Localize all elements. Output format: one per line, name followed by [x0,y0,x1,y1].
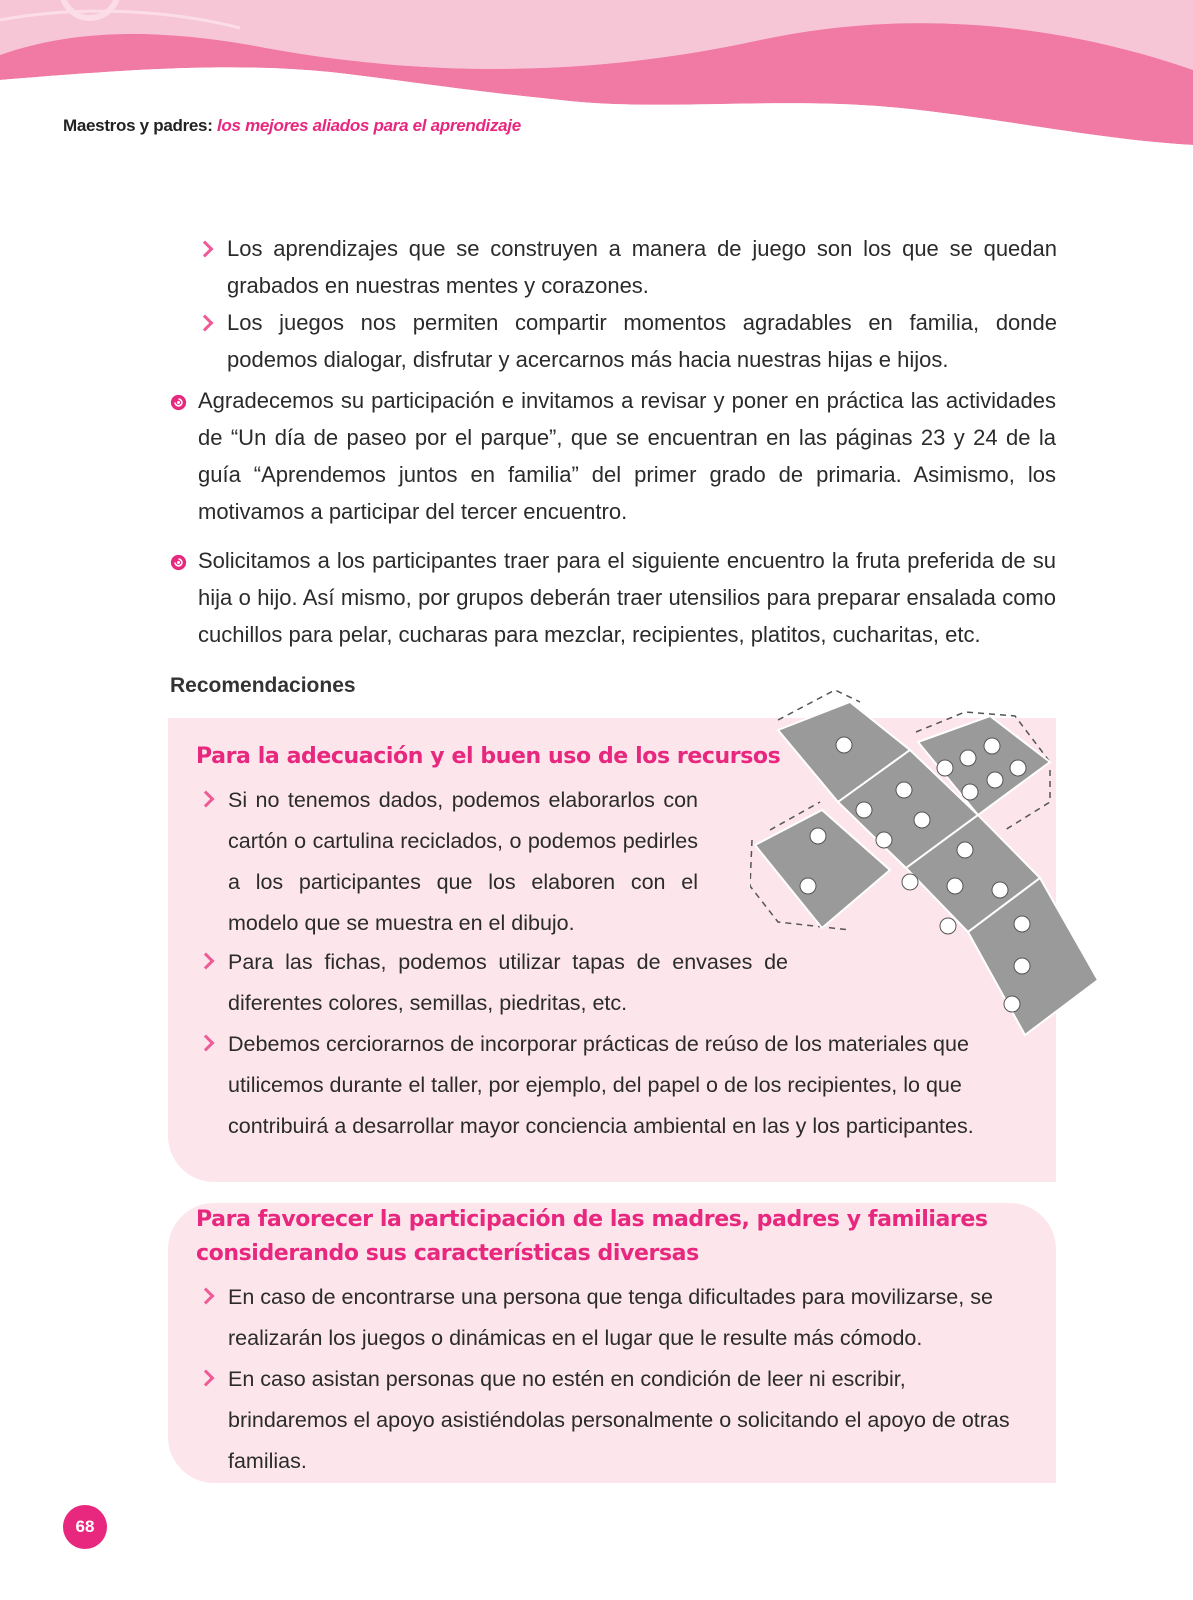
chevron-right-icon [198,1370,215,1387]
chevron-right-icon [198,1288,215,1305]
list-item-text: Solicitamos a los participantes traer para el siguiente encuentro la fruta preferida de su hija o hijo. Así mismo, por grupos deberán traer utensilios para preparar ensalada como cuchillos para pelar, cucharas para mezclar, recipientes, platitos, cucharitas, etc. [198,548,1056,647]
list-item [197,304,1057,378]
running-title [63,116,521,136]
list-item-text: En caso asistan personas que no estén en condición de leer ni escribir, brindaremos el apoyo asistiéndolas personalmente o solicitando el apoyo de otras familias. [228,1367,1010,1473]
running-title-main: Maestros y padres: [63,116,213,135]
list-item-text: Los juegos nos permiten compartir momentos agradables en familia, donde podemos dialogar, disfrutar y acercarnos más hacia nuestras hijas e hijos. [227,310,1057,372]
list-item-text: En caso de encontrarse una persona que tenga dificultades para movilizarse, se realizarán los juegos o dinámicas en el lugar que le resulte más cómodo. [228,1285,993,1350]
swirl-bullet-icon [170,554,187,571]
list-item-text: Debemos cerciorarnos de incorporar prácticas de reúso de los materiales que utilicemos durante el taller, por ejemplo, del papel o de los recipientes, lo que contribuirá a desarrollar mayor conciencia ambiental en las y los participantes. [228,1032,974,1138]
list-item [198,942,788,1024]
list-item-text: Agradecemos su participación e invitamos a revisar y poner en práctica las actividades de “Un día de paseo por el parque”, que se encuentran en las páginas 23 y 24 de la guía “Aprendemos juntos en familia” del primer grado de primaria. Asimismo, los motivamos a participar del tercer encuentro. [198,388,1056,524]
list-item-text: Los aprendizajes que se construyen a manera de juego son los que se quedan grabados en nuestras mentes y corazones. [227,236,1057,298]
page-number: 68 [63,1505,107,1549]
list-item [197,230,1057,304]
chevron-right-icon [197,315,214,332]
box-list [198,942,788,1024]
header-wave-decoration [0,0,1193,160]
box-title: Para la adecuación y el buen uso de los recursos [196,744,781,769]
box-list [198,1277,1018,1482]
die-net-illustration [750,690,1130,1050]
list-item [168,382,1056,530]
participation-box [168,1203,1056,1483]
list-item [198,780,698,944]
list-item [168,542,1056,653]
chevron-right-icon [198,1035,215,1052]
swirl-bullet-icon [170,394,187,411]
list-item-text: Si no tenemos dados, podemos elaborarlos con cartón o cartulina reciclados, o podemos pedirles a los participantes que los elaboren con el modelo que se muestra en el dibujo. [228,788,698,935]
sub-bullet-list [197,230,1057,378]
list-item-text: Para las fichas, podemos utilizar tapas de envases de diferentes colores, semillas, piedritas, etc. [228,950,788,1015]
list-item [198,1359,1018,1482]
main-bullet-list [168,382,1056,665]
box-list [198,780,698,944]
list-item [198,1277,1018,1359]
recommendations-heading: Recomendaciones [170,674,356,697]
chevron-right-icon [198,791,215,808]
box-title: Para favorecer la participación de las madres, padres y familiares considerando sus características diversas [196,1207,988,1266]
chevron-right-icon [197,241,214,258]
chevron-right-icon [198,953,215,970]
running-title-sub: los mejores aliados para el aprendizaje [217,116,521,135]
